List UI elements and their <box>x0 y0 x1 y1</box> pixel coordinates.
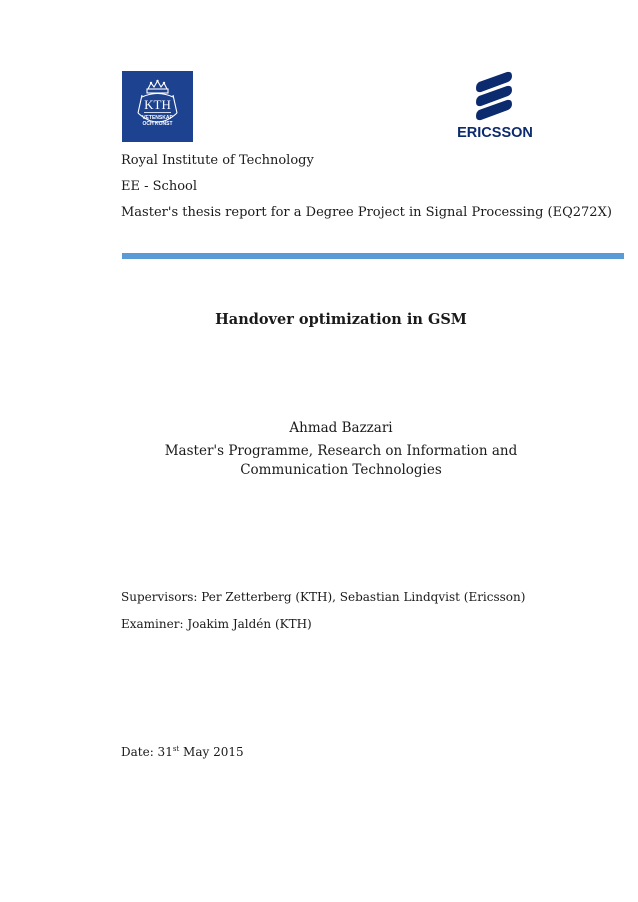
institution-name: Royal Institute of Technology <box>121 153 314 168</box>
date-suffix: May 2015 <box>179 745 244 759</box>
divider-rule <box>122 253 624 259</box>
kth-logo-line1: VETENSKAP <box>142 115 173 121</box>
examiner: Examiner: Joakim Jaldén (KTH) <box>121 617 312 631</box>
supervisors: Supervisors: Per Zetterberg (KTH), Sebastian Lindqvist (Ericsson) <box>121 590 526 604</box>
school-name: EE - School <box>121 179 198 194</box>
author-name: Ahmad Bazzari <box>289 420 393 436</box>
ericsson-stripes-icon <box>455 71 535 141</box>
ericsson-logo-text: ERICSSON <box>457 125 533 141</box>
thesis-title: Handover optimization in GSM <box>215 311 467 328</box>
ericsson-logo <box>455 71 535 141</box>
date-superscript: st <box>172 745 180 753</box>
report-description: Master's thesis report for a Degree Project in Signal Processing (EQ272X) <box>121 205 612 220</box>
kth-logo <box>122 71 193 142</box>
kth-logo-line2: OCH KONST <box>142 121 173 127</box>
date-prefix: Date: 31 <box>121 745 173 759</box>
kth-logo-text: KTH <box>144 97 171 112</box>
kth-crest-icon <box>122 71 193 142</box>
date <box>121 745 244 759</box>
programme-name: Master's Programme, Research on Information and Communication Technologies <box>164 443 518 478</box>
